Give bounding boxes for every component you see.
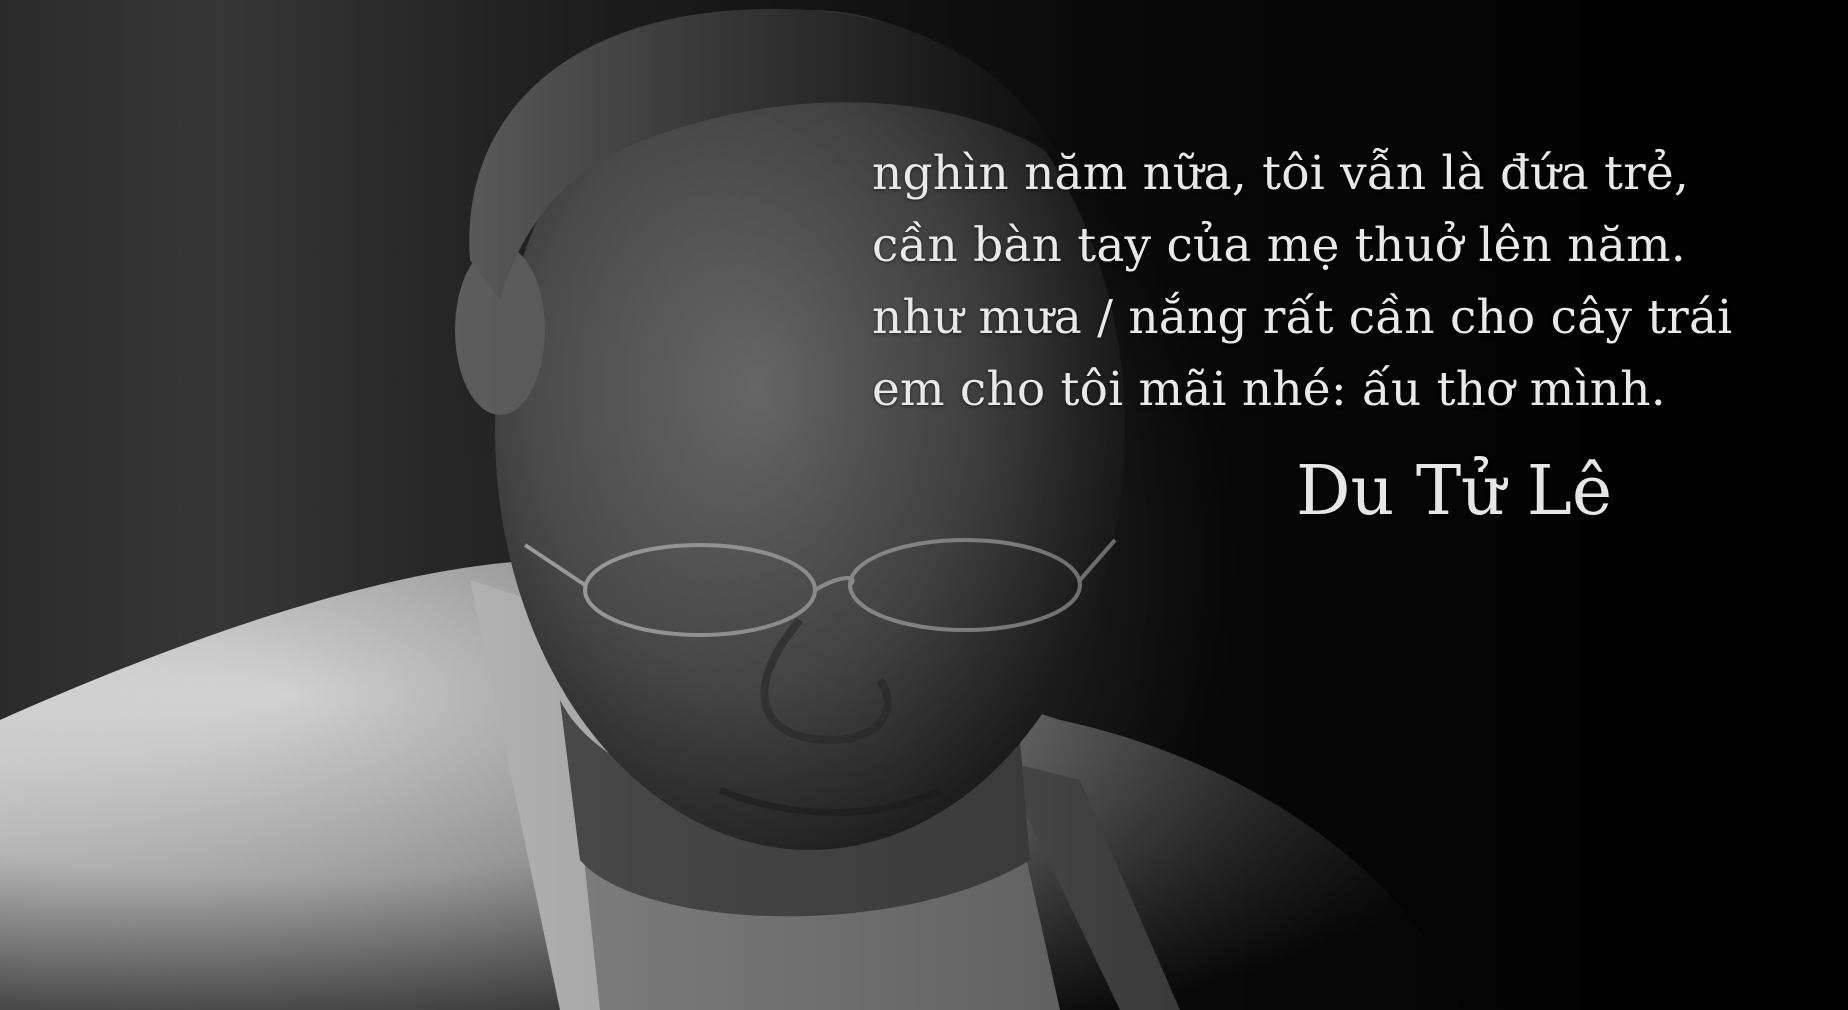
poem-quote	[872, 138, 1772, 426]
author-name: Du Tử Lê	[1296, 452, 1613, 531]
poem-line: cần bàn tay của mẹ thuở lên năm.	[872, 218, 1686, 273]
poem-line: em cho tôi mãi nhé: ấu thơ mình.	[872, 362, 1666, 417]
poem-line: như mưa / nắng rất cần cho cây trái	[872, 290, 1733, 345]
poem-line: nghìn năm nữa, tôi vẫn là đứa trẻ,	[872, 146, 1690, 201]
